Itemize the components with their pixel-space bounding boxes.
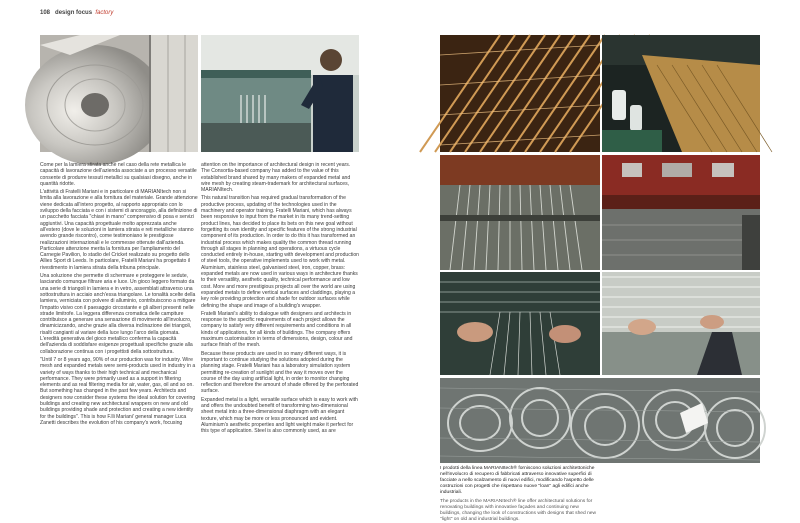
article-paragraph: Come per la lamiera stirata anche nel caso della rete metallica le capacità di lavorazione dell'azienda associate a un processo versatile consente di produrre tessuti metallici su qualsiasi disegno, anche in quantità ridotte. (40, 162, 197, 187)
photo-caption (440, 466, 600, 522)
article-paragraph: "Until 7 or 8 years ago, 90% of our production was for industry. Wire mesh and expanded metals were semi-products used in industry in a variety of ways thanks to their high technical and mechanical performance. They were primarily used as a support in filtering elements and as real filtering media for air, water, gas, oil and so on. But something has changed in the past few years. Architects and designers now consider these systems the ideal solution for covering buildings and creating new architectural wrappers on new and old buildings providing shade and protection and creating a new identity for the buildings". This is how F.lli Mariani' general manager Luca Zanetti describes the evolution of his company's work, focusing (40, 356, 196, 426)
steel-coils-photo (40, 35, 198, 152)
caption-italian: I prodotti della linea MARIANItech® forniscono soluzioni architettoniche nell'involucro di recupero di fabbricati attraverso innovative superfici di facciate a nello scalzamento di nuovi edifici, modificando l'aspetto delle costruzioni con progetti che rispettano nuove "loan" agli edifici anche industriali. (440, 466, 595, 495)
article-paragraph: Because these products are used in so many different ways, it is important to continue studying the solutions adopted during the planning stage. Fratelli Mariani has a laboratory simulation system permitting re-creation of sunlight and the way it moves over the course of the day using artificial light, in order to monitor changing reflection and therefore the amount of shade offered by the perforated surface. (201, 350, 359, 395)
page-header (40, 10, 113, 16)
factory-worker-photo (201, 35, 359, 152)
industrial-press-photo (602, 155, 760, 270)
article-column-1 (40, 162, 198, 502)
page-number: 108 (40, 10, 51, 16)
weaving-hands-photo (440, 272, 600, 375)
caption-english: The products in the MARIANItech® line offer architectural solutions for renovating buildings with innovative façades and continuing new buildings, changing the look of constructions with designs that shed new "light" on old and industrial buildings. (440, 499, 597, 522)
magazine-name: design focus (55, 10, 93, 16)
article-paragraph: attention on the importance of architectural design in recent years. The Consortia-based company has added to the value of this established brand shared by many makers of expanded metal and wire mesh by creating steam-trademark for architectural surfaces, MARIANItech. (201, 162, 351, 194)
loom-threads-photo (440, 155, 600, 270)
article-paragraph: Fratelli Mariani's ability to dialogue with designers and architects in response to the specific requirements of each project allows the company to satisfy very different requirements and conditions in all kinds of applications, for all kinds of buildings. The company offers maximum customisation in terms of dimensions, design, colour and surface finish of the mesh. (201, 310, 353, 349)
article-paragraph: This natural transition has required gradual transformation of the productive process, updating of the technologies used in the machinery and operator training. Fratelli Mariani, which has always been responsive to input from the market in its many trend-setting product lines, has decided to place its bets on this new goal without forgetting its own identity and specific features of the strong industrial component of its production. In order to do this it has transformed an industrial process which makes quality the common thread running through all stages in planning and operations, a virtuous cycle conducted entirely in-house, starting with development and production of steel tools, the operative implements used to work with metal. Aluminium, stainless steel, galvanised steel, iron, copper, brass: expanded metals are now used in various ways in architecture thanks to their versatility, aesthetic quality, technical performance and low cost. More and more prestigious projects all over the world are using expanded metals to define vertical surfaces and claddings, playing a key role providing protection and shade for outdoor surfaces while defining the shape and image of a building's wrapper. (201, 195, 360, 309)
loom-machine-photo (602, 35, 760, 152)
inspecting-mesh-photo (602, 272, 760, 375)
mesh-rolls-photo (440, 378, 760, 463)
article-paragraph: Expanded metal is a light, versatile surface which is easy to work with and offers the undoubted benefit of transforming two-dimensional sheet metal into a three-dimensional diaphragm with an elegant texture, which may be more or less pronounced and evident. Aluminium's aesthetic properties and light weight make it perfect for this type of application. Steel is also commonly used, as are (201, 396, 358, 435)
article-paragraph: Una soluzione che permette di schermare e proteggere le sedute, lasciando comunque filtrare aria e luce. Un gioco leggero formato da una serie di triangoli in lamiera e in vetro, assemblati attraverso una sottostruttura in acciaio anch'essa triangolare. Le tonalità scelte della lamiera, verniciata con polvere di alluminio, contribuiscono a mitigare l'impatto visivo con il paesaggio circostante e gli alberi presenti nelle strade limitrofe. La leggera differenza cromatica delle campiture contribuisce a generare una sensazione di movimento all'involucro, dinamicizzando, anche grazie alla diversa inclinazione dei triangoli, risalti cangianti al variare della luce lungo l'arco della giornata. L'eredità generativa del gioco metallico conferma la capacità dell'azienda di soddisfare esigenze progettuali specifiche grazie alla collaborazione continua con i progettisti della sottostruttura. (40, 273, 196, 355)
article-paragraph: L'attività di Fratelli Mariani e in particolare di MARIANItech non si limita alla lavorazione e alla fornitura del materiale. Grande attenzione viene dedicata all'intero progetto, al rapporto appropriato con lo sviluppo della facciata e con i sistemi di ancoraggio, alla definizione di un pacchetto facciata "chiavi in mano" comprensivo di posa e servizi aggiuntivi. Una capacità progettuale molto apprezzata anche all'estero (dove le soluzioni in lamiera stirata e reti metalliche stanno avendo grande riscontro), come testimoniano le prestigiose realizzazioni internazionali e le commesse ottenute dall'azienda. Particolare attenzione merita la fornitura per l'ampliamento del Carnegie Pavilion, lo stadio del Cricket realizzato su progetto dello Allies Sport di Leeds. In particolare, Fratelli Mariani ha progettato il rivestimento in lamiera stirata della tribuna principale. (40, 189, 198, 271)
copper-mesh-photo (440, 35, 600, 152)
section-name: factory (95, 10, 114, 16)
article-column-2 (201, 162, 359, 502)
